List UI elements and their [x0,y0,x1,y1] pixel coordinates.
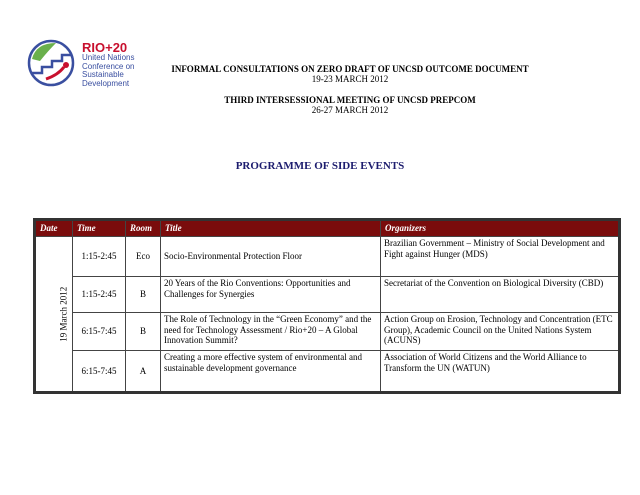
header-line1: INFORMAL CONSULTATIONS ON ZERO DRAFT OF UNCSD OUTCOME DOCUMENT [171,64,529,74]
room-cell: A [126,351,161,393]
title-cell: The Role of Technology in the “Green Economy” and the need for Technology Assessment / Rio+20 – A Global Innovation Summit? [161,313,381,351]
header-line4: 26-27 MARCH 2012 [311,105,389,115]
title-cell: 20 Years of the Rio Conventions: Opportunities and Challenges for Synergies [161,277,381,313]
date-label: 19 March 2012 [58,286,69,342]
time-cell: 1:15-2:45 [73,237,126,277]
header-line3: THIRD INTERSESSIONAL MEETING OF UNCSD PREPCOM [224,95,476,105]
header-line2: 19-23 MARCH 2012 [311,74,389,84]
table-row [35,351,620,393]
date-cell [35,237,73,393]
logo-line: United Nations [82,53,135,62]
room-cell: Eco [126,237,161,277]
col-time: Time [73,220,126,237]
table-row [35,313,620,351]
col-date: Date [35,220,73,237]
table-header-row [35,220,620,237]
logo-line: Development [82,78,130,88]
col-title: Title [161,220,381,237]
logo-line: Conference on [82,61,135,71]
side-events-table [33,218,621,394]
col-room: Room [126,220,161,237]
logo-title: RIO+20 [82,40,128,55]
organizers-cell: Secretariat of the Convention on Biological Diversity (CBD) [381,277,620,313]
table-row [35,277,620,313]
organizers-cell: Association of World Citizens and the World Alliance to Transform the UN (WATUN) [381,351,620,393]
title-cell: Creating a more effective system of environmental and sustainable development governance [161,351,381,393]
header-block-1 [30,61,640,84]
time-cell: 6:15-7:45 [73,351,126,393]
time-cell: 6:15-7:45 [73,313,126,351]
col-organizers: Organizers [381,220,620,237]
logo-line: Sustainable [82,70,124,79]
room-cell: B [126,277,161,313]
title-cell: Socio-Environmental Protection Floor [161,237,381,277]
programme-title: PROGRAMME OF SIDE EVENTS [235,160,405,172]
header-block-2 [30,95,640,115]
room-cell: B [126,313,161,351]
organizers-cell: Action Group on Erosion, Technology and Concentration (ETC Group), Academic Council on the United Nations System (ACUNS) [381,313,620,351]
time-cell: 1:15-2:45 [73,277,126,313]
organizers-cell: Brazilian Government – Ministry of Social Development and Fight against Hunger (MDS) [381,237,620,277]
table-row [35,237,620,277]
